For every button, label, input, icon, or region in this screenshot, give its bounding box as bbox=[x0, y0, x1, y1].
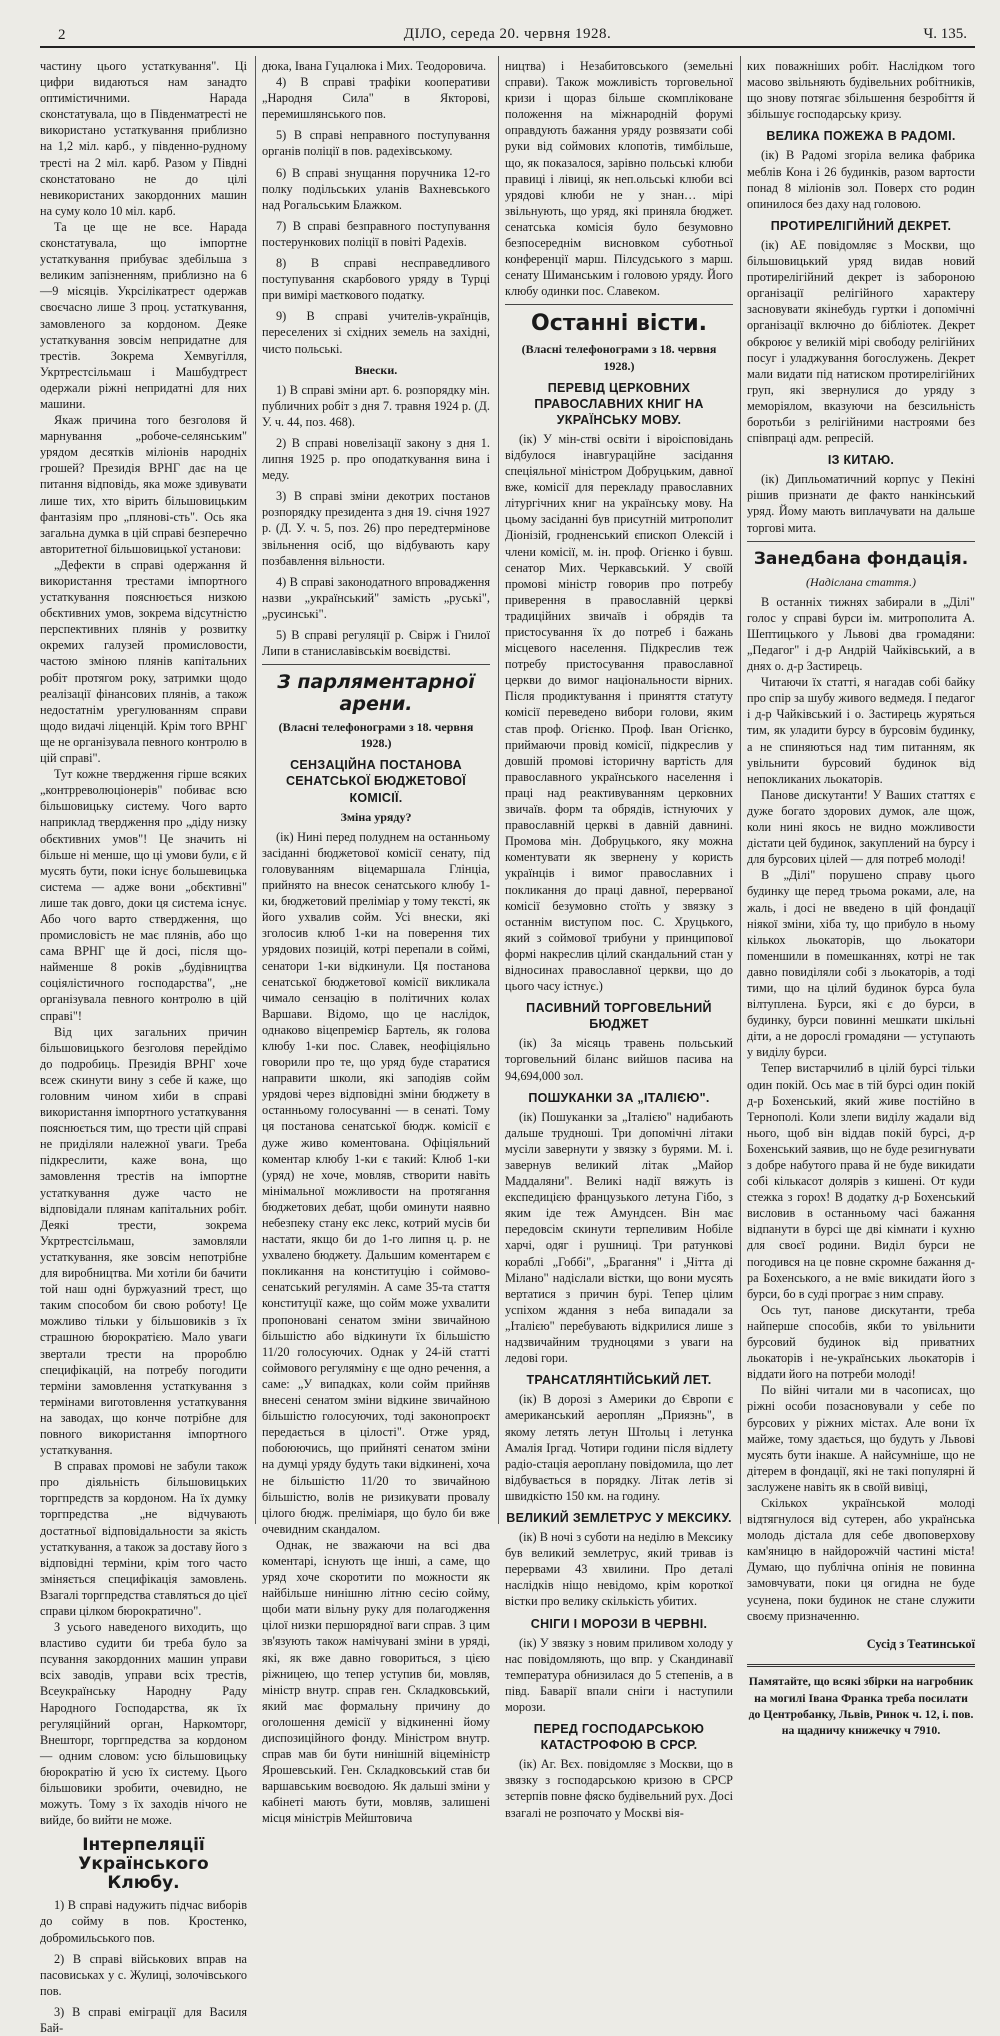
article-paragraph: (ік) АЕ повідомляє з Москви, що більшовицький уряд видав новий протирелігійний декрет із забороною організації релігійного характеру засновувати якінебудь гуртки і допомічні організації включно до бібліотек. Декрет обкроює у великій мірі свободу релігійних посуг і уладжування богослужень. Декрет мали видати під натиском протирелігійних груп, які звернулися до уряду з меморіялом, вказуючи на безсильність боротьби з релігійними настроями без співпраці адм. репресій. bbox=[747, 237, 975, 446]
news-subheadline: Зміна уряду? bbox=[340, 809, 412, 824]
article-quote: „Дефекти в справі одержання й використання трестами імпортного устаткування пояснюється низкою обєктивних умов, зокрема відсутністю перспективних плянів у розвитку окремих галузей промисловости, частою зміною плянів капітальних робіт протягом року, затримки щодо реалізації фінансових плянів, а також недостатнім урегулюванням справи щодо видачі ліценцій. Крім того ВРНГ ще не організувала певного контролю в цій справі". bbox=[40, 557, 248, 766]
list-item: 2) В справі новелізації закону з дня 1. липня 1925 р. про оподаткування вина і меду. bbox=[262, 435, 490, 483]
divider bbox=[505, 304, 733, 305]
article-paragraph: (ік) За місяць травень польський торговельний біланс вийшов пасива на 94,694,000 зол. bbox=[505, 1036, 733, 1083]
article-paragraph: В останніх тижнях забирали в „Ділі" голос у справі бурси ім. митрополита А. Шептицького у Львові два громадяни: „Педагог" і д-р Андрій Чайківський, а в днях о. д-р Застирець. bbox=[747, 594, 975, 674]
article-paragraph: дюка, Івана Гуцалюка і Мих. Теодоровича. bbox=[262, 59, 487, 73]
article-paragraph: (ік) Дипльоматичний корпус у Пекіні рішив признати де факто нанкінський уряд. Йому мають виплачувати на дальше торгові мита. bbox=[747, 472, 975, 535]
masthead bbox=[40, 24, 975, 48]
article-paragraph: В справах промові не забули також про діяльність більшовицьких торгпредств за кордоном. На їх думку торгпредства „не відчувають достатньої відповідальности за якість устаткування, а також за доставу його з відповідні терміни, крім того часто зміняється специфікація замовлень. Взагалі торгпредства ставляться до цієї справи цілком бюрократично". bbox=[40, 1459, 247, 1618]
article-paragraph: Від цих загальних причин більшовицького безголовя перейдімо до подробиць. Президія ВРНГ хоче всеж скинути вину з себе й каже, що головним чином хиби в справі використання імпортного устаткування пояснюється тим, що трести цій справі не приділяли належної уваги. Треба підкреслити, каже вона, що замовлення трестів на імпортне устаткування дуже часто не відповідали плянам капітальних робіт. Деякі трести, зокрема Укртрестсільмаш, замовляли устаткування, яке зовсім непотрібне для виробництва. Ми хотіли би бачити той наш одні буржуазний трест, що таким способом би свою роботу! Це можливо тільки у більшовиків з їх страшною бюрократією. Мало уваги звертали трести на пророблю специфікацій, на потребу погодити терміни замовлення устаткування з термінами виготовлення устаткування на заводах, що конче потрібне для повного використання імпортного устаткування. bbox=[40, 1024, 247, 1458]
list-item: 4) В справі трафіки кооперативи „Народня Сила" в Якторові, перемишлянського пов. bbox=[262, 75, 490, 122]
news-headline: ПЕРЕВІД ЦЕРКОВНИХ ПРАВОСЛАВНИХ КНИГ НА УКРАЇНСЬКУ МОВУ. bbox=[534, 380, 704, 427]
news-headline: ПЕРЕД ГОСПОДАРСЬКОЮ КАТАСТРОФОЮ В СРСР. bbox=[533, 1722, 705, 1753]
news-headline: ТРАНСАТЛЯНТІЙСЬКИЙ ЛЕТ. bbox=[526, 1373, 712, 1388]
article-paragraph: ництва) і Незабитовського (земельні справи). Також можливість торговельної кризи і щораз більше скомпліковане положення на міжнародній форумі оправдують бажання уряду розвязати собі руки від соймових клопотів, тимбільше, що, як показалося, зарівно польські клюби правиці і лівиці, як неп.ольські клюби всі урядові клюби не у знан… мірі звільнують, що уряд, які приняла бюджет. сенатська комісія було безумовно безпосереднім висновком суботньої конференції марш. Пілсудського з марш. сенату Шиманським і головою уряду. Його клюбу одинки пос. Славеком. bbox=[505, 59, 733, 299]
article-paragraph: Однак, не зважаючи на всі два коментарі, існують ще інші, а саме, що уряд хоче скоротити по можности як найбільше нинішню літню сесію сойму, щоби мати вільну руку для полагодження цілої низки першорядної ваги справ. З цим зв'язують також намічувані зміни в уряді, які, як вже давно говориться, з цією ріжницею, що тепер уступив би, мовляв, міністр внутр. справ ген. Складковський, який має формальну причину до оголошення демісії у відкиненні йому диспозиційного фонду. Міністром внутр. справ мав би бути нинішній віцеміністр Ярошевський. Ген. Складковський став би варшавським воєводою. Як дальші зміни у кабінеті мають бути, мовляв, залишені місця міністрів Мейштовича bbox=[262, 1537, 490, 1826]
donation-notice: Памятайте, що всякі збірки на нагробник на могилі Івана Франка треба посилати до Центробанку, Львів, Ринок ч. 12, і. пов. на щадничу книжечку ч 7910. bbox=[747, 1664, 975, 1737]
article-paragraph: (ік) Нині перед полуднем на останньому засіданні бюджетової комісії сенату, під головуванням віцемаршала Глінціа, прийнято на внесок сенатського клюбу 1-ки, бюджетовий преліміар у тому тексті, як його ухвалив сойм. Усі внески, які зголосив клюб 1-ки на поверення тих урядових позицій, котрі перепали в соймі, сенатори 1-ки відкинули. Ця постанова сенатської бюджетової комісії викликала чимало сензацію в політичних колах Варшави. Відомо, що це наслідок, однаково віцепремієр Бартель, як голова клюбу 1-ки пос. Славек, неофіціяльно говорили про те, що уряд буде старатися направити школи, які заподіяв сойм урядові через відповідні зміни бюджету в останньому голосуванні — в сенаті. Тому ця постанова сенатської бюдж. комісії є дуже живо коментована. Офіціяльний коментар клюбу 1-ки є такий: Клюб 1-ки (уряд) не хоче, мовляв, створити навіть мінімальної можливости на протягання бюджетових дебат, щоби оминути наявно небезпеку стану екс лекс, котрий мусів би настати, якщо би до 1-го липня ц. р. не ухвалено бюджету. Дальшим коментарем є покликання на конституцію і соймово-сенатський регулямін. А саме 35-та стаття конституції каже, що сойм може ухвалити пропоновані сенатом зміни звичайною більшістю або відкинути їх більшістю 11/20 голосуючих. Однак у 24-ій статті соймового регуляміну є ще одно речення, а саме: „У випадках, коли сойм прийняв внесені сенатом зміни відкине звичайною більшістю голосуючих, тоді законопроєкт передається в цілості". Отже уряд, побоюючись, що прийняті сенатом зміни на думці уряду будуть таки відкинені, хоча не більшістю 11/20 то звичайною більшістю, волів не ризикувати провалу цілого бюдж. преліміаря, що було би вже очевидним скандалом. bbox=[262, 829, 490, 1536]
column-4 bbox=[747, 58, 975, 1737]
column-1 bbox=[40, 58, 248, 2035]
article-paragraph: Тут кожне твердження гірше всяких „контрреволюціонерів" побиває всю більшовицьку систему. Чого варто наприклад твердження про „діду низку обєктивних умов"! Це значить ні більше ні менше, що ці умови були, є й мусять бути, поки існує большевицька система — адже вони „обєктивні" лише так довго, доки ця система існує. Або чого варто ствердження, що промисловість не має плянів, або що сама ВРНГ ще й досі, після що-найменше 8 років „будівництва соціялістичного господарства", „не організувала певного контролю в цій справі"! bbox=[40, 767, 247, 1023]
news-headline: ІЗ КИТАЮ. bbox=[827, 453, 895, 468]
divider bbox=[262, 664, 490, 665]
foundation-heading: Занедбана фондація. bbox=[753, 548, 969, 569]
article-paragraph: Читаючи їх статті, я нагадав собі байку про спір за шубу живого ведмедя. І педагог і д-р Чайківський і о. Застирець журяться тим, як уладити бурсу в бурсовім будинку, а не спиняються над тим питанням, як увільнити бурсовий будинок від непокликаних льокаторів. bbox=[747, 675, 975, 786]
list-item: 7) В справі безправного поступування постерункових поліції в повіті Радехів. bbox=[262, 218, 490, 249]
article-paragraph: (ік) У мін-стві освіти і віроісповідань відбулося інавгураційне засідання спеціяльної міністром Добруцьким, давної вже, комісії для перекладу православних літургічних книг на українську мову. На цьому засіданні був присутній митрополит Діонізій, гродненський єпископ Олексій і члени комісії, м. ін. проф. Огієнко і бувш. сенатор Мих. Черкавський. У своїй промові міністр говорив про потребу приверення в православній церкві традиційних звичаїв і обрядів та пристосування їх до потреб і бажань місцевого населення. Підкреслив теж потребу пристосування православної церкви до вимог національности вірних. Після продиктування і приняття статуту комісії переведено вибори голови, яким став проф. Огієнко. Проф. Іван Огієнко, приймаючи провід комісії, підкреслив у довшій промові історичну вартість для православного українського населення і праці над реактивуванням церковних звичаїв. форм та обрядів, істнуючих у православній церкві в давній давнині. Промова мін. Добруцького, яку можна коментувати як звернену у користь українців і вимог православних і покликання до праці давної, перерваної комісії безумовно стоїть у звязку з останнім виступом пос. С. Хруцького, який з соймової трибуни у принципової формі накреслив цілий скандальний стан у відносинах православної церкви, що до цього часу істнує.) bbox=[505, 431, 733, 994]
news-headline: ПАСИВНИЙ ТОРГОВЕЛЬНИЙ БЮДЖЕТ bbox=[526, 1001, 712, 1032]
article-signature: Сусід з Театинської bbox=[866, 1637, 975, 1652]
list-item: 1) В справі зміни арт. 6. розпорядку мін. публичних робіт з дня 7. травня 1924 р. (Д. У. ч. 44, поз. 468). bbox=[262, 382, 490, 429]
list-item: 9) В справі учителів-українців, переселених зі східних земель на західні, чисто польські. bbox=[262, 309, 490, 356]
section-subheading: (Надіслана стаття.) bbox=[806, 574, 916, 589]
news-headline: ВЕЛИКА ПОЖЕЖА В РАДОМІ. bbox=[766, 129, 956, 144]
article-paragraph: По війні читали ми в часописах, що ріжні особи позасновували у себе по бурсових у ріжних містах. Але вони їх майже, тому здається, що будуть у Львові мусять бути інакше. А найсумніше, що не дітерем в фондації, які не такі популярні й заслужене навіть як в своїй вивіці, bbox=[747, 1383, 975, 1494]
article-paragraph: (ік) В Радомі згоріла велика фабрика меблів Кона і 26 будинків, разом вартости понад 8 міліонів зол. Поверх сто родин опинилося без даху над головою. bbox=[747, 148, 975, 211]
article-paragraph: Скількох українськой молоді відтягнулося від сутерен, або українська молодь дістала для себе двоповерхову кам'яницю в найдорожчій частині міста! Думаю, що публічна опінія не повинна замовчувати, поки ця огидна не буде усунена, поки будинок не стане служити своєму призначенню. bbox=[747, 1495, 975, 1623]
motions-heading: Внески. bbox=[354, 362, 398, 377]
page-number: 2 bbox=[58, 27, 66, 43]
list-item: 6) В справі знущання поручника 12-го полку подільських уланів Вахневського над Рогальським Блажком. bbox=[262, 165, 490, 212]
article-paragraph: (ік) Аг. Вєх. повідомляє з Москви, що в звязку з господарською кризою в СРСР зєтерпів повне фяско будівельний рух. Досі взагалі не розпочато у Москві вія- bbox=[505, 1757, 733, 1820]
article-paragraph: Панове дискутанти! У Ваших статтях є дуже богато здорових думок, але щож, коли нині якось не видно можливости дістати цей будинок, закуплений на бурсу і для бурсових цілей — для потреб молоді! bbox=[747, 787, 975, 867]
article-paragraph: Якаж причина того безголовя й марнування „робоче-селянським" урядом десятків міліонів народніх грошей? Президія ВРНГ дає на це питання відповідь, яка може здивувати лише тих, хто вірить більшовицьким фантазіям про „плянові-сть". Ось яка загальна думка в цій справі безперечно авторитетної більшовицької установи: bbox=[40, 413, 247, 556]
list-item: 5) В справі неправного поступування органів поліції в пов. радехівському. bbox=[262, 128, 490, 159]
issue-number: Ч. 135. bbox=[923, 26, 967, 42]
news-headline: ВЕЛИКИЙ ЗЕМЛЕТРУС У МЕКСИКУ. bbox=[506, 1510, 732, 1525]
news-headline: СНІГИ І МОРОЗИ В ЧЕРВНІ. bbox=[530, 1616, 708, 1631]
news-headline: СЕНЗАЦІЙНА ПОСТАНОВА СЕНАТСЬКОЇ БЮДЖЕТОВОЇ КОМІСІЇ. bbox=[285, 758, 467, 805]
parliament-heading: З парляментарної арени. bbox=[277, 671, 475, 716]
article-paragraph: З усього наведеного виходить, що властиво судити би треба було за псування закордонних машин управи всіх заводів, управи всіх трестів, Всеукраїнську Народну Раду Народного Господарства, як їх регуляційний орган, Наркомторг, Внешторг, торгпредства за кордоном — одним словом: усю більшовицьку бюрократію й усю їх систему. Цього більшовики зробити, очевидно, не можуть. Тому з їх заходів нічого не вийде, бо вийти не може. bbox=[40, 1620, 247, 1828]
article-paragraph: (ік) Пошуканки за „Італією" надибають дальше трудноші. Три допомічні літаки мусіли завернути у звязку з бурями. М. і. завернув великий літак „Майор Маддаляни". Великі надії вяжуть із експедицією французького летуна Гібо, з яким іде теж Амундсен. Він має передовсім скинути терпеливим Нобіле харчі, одяг і рушниці. Три ратункові кораблі „Гоббі", „Брагання" і „Чітта ді Мілано" надіслали вістки, що вони мусять вертатися з причин бурі. Тепер цілим успіхом ждання з неба випадали за „Італією" перебувають відкрилися лише з надзвичайним трудноцями з уваги на ледові гори. bbox=[505, 1109, 733, 1366]
article-paragraph: Ось тут, панове дискутанти, треба найперше способів, якби то увільнити бурсовий будинок від приватних льокаторів і не-українських льокаторів і віддати його на потреби молоді! bbox=[747, 1302, 975, 1382]
latest-news-heading: Останні вісти. bbox=[531, 311, 707, 337]
list-item: 5) В справі регуляції р. Свірж і Гнилої Липи в станиславівськім воєвідстві. bbox=[262, 628, 490, 659]
article-paragraph: Тепер вистарчилиб в цілій бурсі тільки один покій. Ось має в тій бурсі один покій д-р Бохенський, який живе постійно в Тернополі. Коли злепи виділу жадали від нього, щоб він віддав покій бурсі, д-р Бохенський заявив, що не буде резигнувати з добре набутого права й не буде викидати собі кількасот долярів з кишені. От куди стежка з горох! В додатку д-р Бохенський висловив в останньому часі бажання відпанути в бурсі ще дві кімнати і кухню для своєї родини. Виділ бурси не погодився на це повне скромне бажання д-ра Бохенського, а не вміє викидати його з бурси, бо в суді програє з ним справу. bbox=[747, 1061, 975, 1301]
interpellations-heading: Інтерпеляції Українського Клюбу. bbox=[78, 1835, 209, 1894]
article-paragraph: ких поважніших робіт. Наслідком того масово звільняють будівельних робітників, що знову потягає збільшення безробіття й збільшує господарську кризу. bbox=[747, 59, 975, 122]
column-2 bbox=[262, 58, 491, 1826]
section-subheading: (Власні телефонограми з 18. червня 1928.) bbox=[278, 720, 474, 751]
list-item: 3) В справі еміграції для Василя Бай- bbox=[40, 2004, 247, 2035]
list-item: 1) В справі надужить підчас виборів до сойму в пов. Кростенко, добромильського пов. bbox=[40, 1898, 247, 1945]
column-rule bbox=[498, 56, 499, 1524]
divider bbox=[747, 541, 975, 542]
list-item: 8) В справі несправедливого поступування скарбового уряду в Турці при вимірі маєткового податку. bbox=[262, 256, 490, 303]
article-paragraph: (ік) В дорозі з Америки до Європи є американський аероплян „Приязнь", в якому летять летун Штольц і летунка Амалія Іргад. Чотири години після відлету радіо-стація аероплану повідомила, що лет відбувається в порядку. Літак летів зі швидкістю 150 км. на годину. bbox=[505, 1392, 733, 1503]
article-paragraph: (ік) В ночі з суботи на неділю в Мексику був великий землетрус, який тривав із перервами 43 хвилини. Про деталі наслідків ніщо невідомо, крім короткої вістки про велику скількість убитих. bbox=[505, 1530, 733, 1609]
article-paragraph: Та це ще не все. Нарада сконстатувала, що імпортне устаткування прибуває здебільша з великим запізненням, приблизно на 6—9 місяців. Укрсілікатрест одержав своєчасно лише 3 проц. устаткування, замовленого за кордоном. Деяке устаткування зовсім непридатне для трестів. Зокрема Хемвугілля, Укртрестсільмаш і Машбудтрест одержали ріжні непридатні для них машини. bbox=[40, 219, 247, 411]
list-item: 4) В справі законодатного впровадження назви „український" замість „руські", „русинські". bbox=[262, 574, 490, 621]
news-headline: ПОШУКАНКИ ЗА „ІТАЛІЄЮ". bbox=[528, 1090, 710, 1105]
masthead-title: ДІЛО, середа 20. червня 1928. bbox=[403, 26, 612, 42]
article-paragraph: (ік) У звязку з новим приливом холоду у нас повідомляють, що впр. у Скандинавії температура обнизилася до 5 степенів, а в півд. Баварії впали сніги і наступили морози. bbox=[505, 1635, 733, 1714]
article-paragraph: частину цього устаткування". Ці цифри видаються нам занадто оптимістичними. Нарада сконстатувала, що в Південматресті не використано устаткування приблизно на 1,2 міл. карб., у південно-рудному тресті на 2 міл. карб. Разом у Півдні сконстатовано не до цілі невикористаних закордонних машин на суму коло 10 міл. карб. bbox=[40, 59, 247, 218]
section-subheading: (Власні телефонограми з 18. червня 1928.) bbox=[521, 342, 717, 373]
list-item: 3) В справі зміни декотрих постанов розпорядку президента з дня 19. січня 1927 р. (Д. У. ч. 5, поз. 26) про передтермінове звільнення осіб, що відбувають кару позбавлення вільности. bbox=[262, 489, 491, 568]
list-item: 2) В справі військових вправ на пасовиськах у с. Жулиці, золочівського пов. bbox=[40, 1951, 247, 1998]
article-paragraph: В „Ділі" порушено справу цього будинку ще перед трьома роками, але, на жаль, і досі не введено в цій фондації ніякої зміни, хіба ту, що прибуло в ньому кількох льокаторів, що льокатори поменшили в помешканнях, котрі не так давно повиділяли собі з льокаторів, а тоді тими, що на цілий будинок бурса була вілтуплена. Бурси, які є до бурси, в будинку, бурси повинні мешкати шкільні діти, а не дорослі громадяни — уступають у виділу бурси. bbox=[747, 868, 975, 1060]
column-rule bbox=[255, 56, 256, 1524]
news-headline: ПРОТИРЕЛІГІЙНИЙ ДЕКРЕТ. bbox=[770, 218, 952, 233]
column-rule bbox=[740, 56, 741, 1524]
column-3 bbox=[505, 58, 733, 1820]
